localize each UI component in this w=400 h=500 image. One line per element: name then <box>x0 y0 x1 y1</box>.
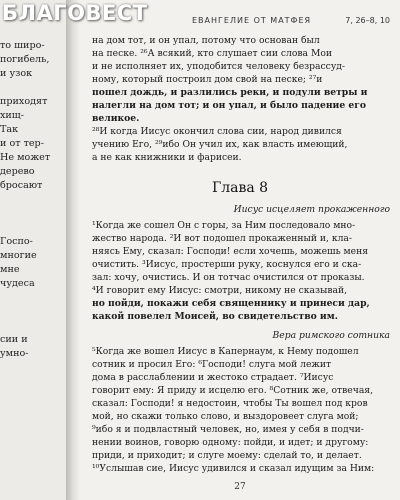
text-line: а не как книжники и фарисеи. <box>92 152 242 163</box>
chapter-title: Глава 8 <box>211 180 269 196</box>
subheading: Вера римского сотника <box>272 330 390 341</box>
text-line: ⁹ибо я и подвластный человек, но, имея у себя в подчи- <box>92 424 364 435</box>
watermark-logo: БЛАГОВЕСТ <box>2 1 148 25</box>
text-line: жество народа. ²И вот подошел прокаженный и, кла- <box>92 233 353 244</box>
page-number: 27 <box>234 482 246 492</box>
running-head: ЕВАНГЕЛИЕ ОТ МАТФЕЯ <box>192 16 312 25</box>
text-line: приди, и приходит; и слуге моему: сделай то, и делает. <box>92 450 362 461</box>
left-fragment: умно- <box>0 348 29 359</box>
left-fragment: погибель, <box>0 54 50 65</box>
text-line: ⁵Когда же вошел Иисус в Капернаум, к Нему подошел <box>92 346 359 357</box>
text-line: учению Его, ²⁹ибо Он учил их, как власть имеющий, <box>92 139 348 150</box>
left-fragment: хищ- <box>0 110 24 121</box>
book-gutter <box>66 0 80 500</box>
text-line: ²⁸И когда Иисус окончил слова сии, народ дивился <box>92 126 342 137</box>
text-line: пошел дождь, и разлились реки, и подули ветры и <box>92 87 368 98</box>
text-line: зал: хочу, очистись. И он тотчас очистился от проказы. <box>92 272 365 283</box>
text-line: говорит ему: Я приду и исцелю его. ⁸Сотник же, отвечая, <box>92 385 374 396</box>
subheading: Иисус исцеляет прокаженного <box>233 204 390 215</box>
text-line: но пойди, покажи себя священнику и принеси дар, <box>92 298 370 309</box>
left-fragment: и узок <box>0 68 33 79</box>
left-fragment: сии и <box>0 334 28 345</box>
text-line: ¹⁰Услышав сие, Иисус удивился и сказал идущим за Ним: <box>92 463 375 474</box>
left-fragment: то широ- <box>0 40 45 51</box>
left-fragment: Не может <box>0 152 51 163</box>
left-fragment: Так <box>0 124 19 135</box>
left-fragment: чудеса <box>0 278 35 289</box>
text-line: налегли на дом тот; и он упал, и было падение его <box>92 100 367 111</box>
text-line: няясь Ему, сказал: Господи! если хочешь, можешь меня <box>92 246 369 257</box>
left-fragment: и от тер- <box>0 138 44 149</box>
text-line: сотник и просил Его: ⁶Господи! слуга мой лежит <box>92 359 332 370</box>
left-fragment: приходят <box>0 96 48 107</box>
text-line: ному, который построил дом свой на песке; ²⁷и <box>92 74 323 85</box>
text-line: дома в расслаблении и жестоко страдает. ⁷Иисус <box>92 372 334 383</box>
text-line: нении воинов, говорю одному: пойди, и идет; и другому: <box>92 437 369 448</box>
page-header <box>2 0 400 28</box>
left-page-edge <box>0 0 67 500</box>
left-fragment: бросают <box>0 180 43 191</box>
left-fragment: многие <box>0 250 37 261</box>
text-line: великое. <box>92 113 140 124</box>
text-line: какой повелел Моисей, во свидетельство им. <box>92 311 338 322</box>
text-line: на песке. ²⁶А всякий, кто слушает сии слова Мои <box>92 48 333 59</box>
text-line: сказал: Господи! я недостоин, чтобы Ты вошел под кров <box>92 398 368 409</box>
text-line: ¹Когда же сошел Он с горы, за Ним последовало мно- <box>92 220 356 231</box>
left-fragment: Госпо- <box>0 236 33 247</box>
text-line: мой, но скажи только слово, и выздоровеет слуга мой; <box>92 411 359 422</box>
left-fragment: мне <box>0 264 20 275</box>
text-line: на дом тот, и он упал, потому что основан был <box>92 35 320 46</box>
text-line: ⁴И говорит ему Иисус: смотри, никому не сказывай, <box>92 285 348 296</box>
verse-range: 7, 26–8, 10 <box>345 16 390 25</box>
text-line: очистить. ³Иисус, простерши руку, коснулся его и ска- <box>92 259 362 270</box>
left-fragment: дерево <box>0 166 35 177</box>
text-line: и не исполняет их, уподобится человеку безрассуд- <box>92 61 345 72</box>
